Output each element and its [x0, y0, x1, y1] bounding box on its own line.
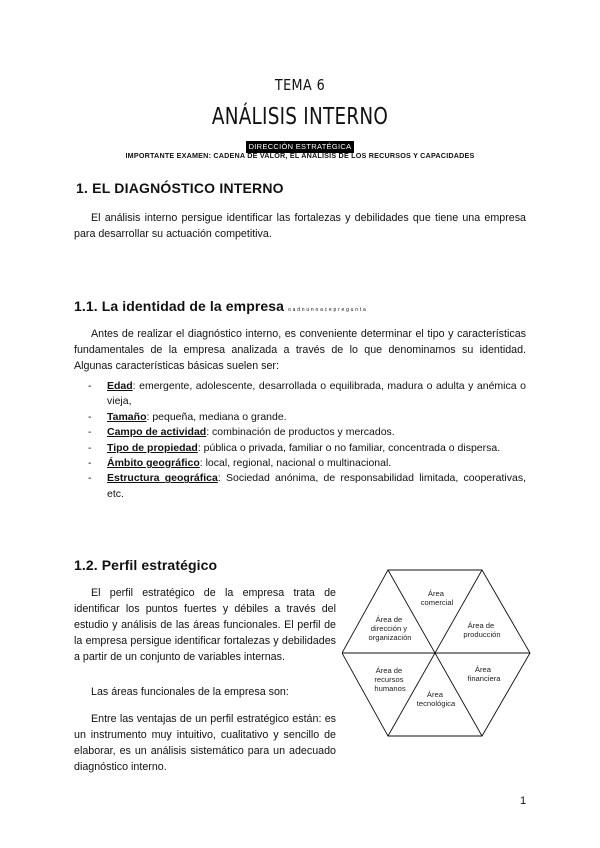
list-item: - Campo de actividad: combinación de productos y mercados. [88, 426, 395, 439]
functional-areas-hexagon-diagram [342, 568, 532, 740]
identity-characteristics-list [88, 379, 526, 502]
section-1-1-title: 1.1. La identidad de la empresa [74, 298, 285, 314]
list-item: - Tipo de propiedad: pública o privada, familiar o no familiar, concentrada o dispersa. [88, 441, 501, 454]
section-1-heading: 1. EL DIAGNÓSTICO INTERNO [76, 180, 284, 196]
tema-label: TEMA 6 [274, 76, 326, 94]
page-title: ANÁLISIS INTERNO [211, 104, 389, 130]
label-area-comercial: Área comercial [420, 589, 454, 607]
subject-badge: DIRECCIÓN ESTRATÉGICA [246, 141, 355, 153]
list-item: - Edad: emergente, adolescente, desarrollada o equilibrada, madura o adulta y anémica o vieja, [88, 380, 526, 408]
section-1-2-paragraph-3: Entre las ventajas de un perfil estratégico están: es un instrumento muy intuitivo, cualitativo y sencillo de elaborar, es un análisis sistemático para un adecuado diagnóstico interno. [74, 713, 336, 773]
label-area-recursos-humanos: Área de recursos humanos [374, 666, 406, 693]
label-area-produccion: Área de producción [463, 621, 501, 639]
label-area-financiera: Área financiera [467, 665, 501, 683]
section-1-1-note: o a d n u n o a c e p r e g u n t a [288, 307, 366, 313]
section-1-2-paragraph-2: Las áreas funcionales de la empresa son: [91, 686, 289, 698]
section-1-2-heading: 1.2. Perfil estratégico [74, 557, 218, 573]
section-1-2-paragraph-1: El perfil estratégico de la empresa trata de identificar los puntos fuertes y débiles a través del estudio y análisis de las áreas funcionales. El perfil de la empresa persigue identificar fortalezas y debilidades a partir de un conjunto de variables internas. [74, 587, 336, 663]
list-item: - Ámbito geográfico: local, regional, nacional o multinacional. [88, 457, 392, 470]
list-item: - Estructura geográfica: Sociedad anónima, de responsabilidad limitada, cooperativas, etc. [88, 472, 526, 500]
list-item: - Tamaño: pequeña, mediana o grande. [88, 410, 287, 423]
important-note: IMPORTANTE EXAMEN: CADENA DE VALOR, EL ANÁLISIS DE LOS RECURSOS Y CAPACIDADES [125, 151, 475, 160]
label-area-tecnologica: Área tecnológica [416, 690, 456, 708]
section-1-1-paragraph: Antes de realizar el diagnóstico interno, es conveniente determinar el tipo y características fundamentales de la empresa analizada a través de lo que denominamos su identidad. Algunas características básicas suelen ser: [74, 328, 526, 372]
section-1-1-heading [74, 298, 366, 314]
page-number: 1 [520, 795, 527, 807]
label-area-direccion: Área de dirección y organización [368, 615, 412, 642]
section-1-paragraph: El análisis interno persigue identificar las fortalezas y debilidades que tiene una empresa para desarrollar su actuación competitiva. [74, 212, 526, 240]
